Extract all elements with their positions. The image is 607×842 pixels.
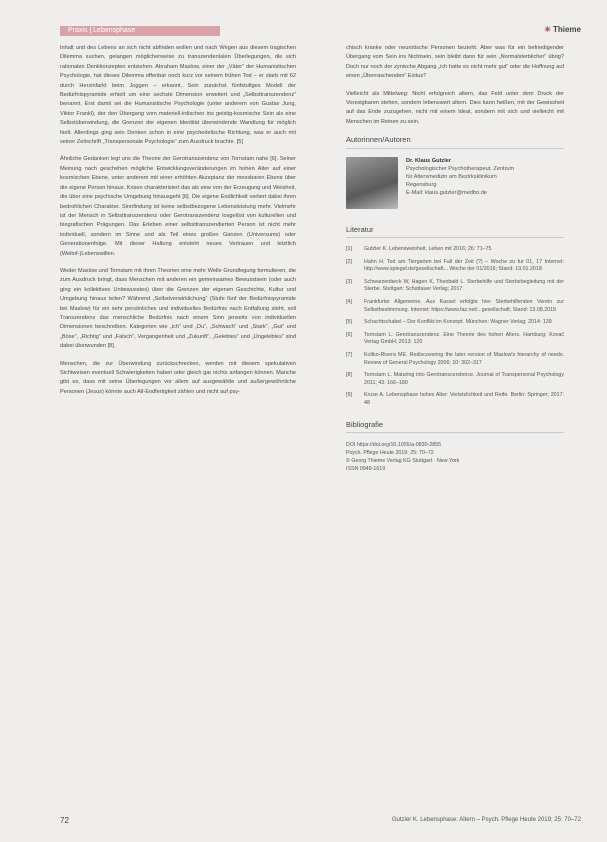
reference-item [346, 332, 564, 347]
reference-number: [7] [346, 352, 352, 358]
authors-heading: Autorinnen/Autoren [346, 135, 564, 148]
literature-heading: Literatur [346, 225, 564, 238]
paragraph: Menschen, die zur Überwindung zurückschrecken, werden mit diesem spekulativen Sichtweisen eventuell Schwierigkeiten haben oder gleich gar nichts anfangen können. Manche gibt es, dass mit seine Überlegungen vor allem auf ausgewählte und außergewöhnliche Personen (Jesus) könnte auch All-Endfertigkeit zählen und nicht auf psy- [60, 360, 296, 395]
copyright-line: © Georg Thieme Verlag KG Stuttgart · New York [346, 457, 460, 464]
reference-text: Schwarzenbeck W, Hagen K, Theobald L. Sterbehilfe und Sterbebegleitung mit der Sterbe. Stuttgart: Schattauer Verlag; 2017 [364, 278, 564, 293]
reference-number: [1] [346, 246, 352, 253]
paragraph: Weder Maslow und Tornstam mit ihren Theorien eine mehr Welle Grundlegung formulieren, die zum Ausdruck bringt, dass Menschen mit anderen ein gemeinsames Bewusstsein (oder auch ging ein kollektives Unbewusstes) über die Grenzen der eigenen Geschichte, Kultur und Umgebung hinaus teilen? Während „Selbstverwirklichung“ (Stufe fünf der Bedürfnispyramide bei Maslow) für ein sehr persönliches und individuelles Bedürfnis nach Entfaltung steht, soll Transzendenz das menschliche Bedürfnis nach einem Sinn jenseits von individuellen Dimensionen beschreiben. Kategorien wie „ich“ und „Du“, „Schwach“ und „Stark“, „Gut“ und „Böse“, „Richtig“ und „Falsch“, Vergangenheit und „Zukunft“, „Gelebtes“ und „Ungelebtes“ sind dabei überwunden [8]. [60, 267, 296, 350]
reference-item [346, 319, 564, 327]
page-number: 72 [60, 816, 69, 825]
author-card [346, 157, 564, 209]
reference-item [346, 299, 564, 314]
reference-text: Hahn H. Tod am Tiergarten bei Fall der Zeit (?) – Woche zu fur 01, 17 Internet: http://www.spiegel.de/gesellschaft... Woche der 01/2016; Stand: 19.01.2018 [364, 258, 564, 273]
reference-text: Frankfurter Allgemeine. Aus Kassel erfolgte hier Sterbehilfenden Verein zur Selbstbestimmung. Internet: https://www.faz.net/...gesellschaft; Stand: 13.08.2018 [364, 299, 564, 313]
section-label: Praxis | Lebensphase [68, 27, 136, 34]
reference-number: [9] [346, 392, 352, 399]
reference-item [346, 279, 564, 294]
paragraph: Vielleicht als Mittelweg: Nicht erfolgreich altern, das Feld unter dem Druck der Vorzeigbaren stehen, sondern lebenswert altern. Dies kann heißen, mit der Gewissheit auf das Ende zuzugehen, nicht mit einem Ideal, sondern mit sich und vielleicht mit Menschen im Reinen zu sein. [346, 90, 564, 125]
reference-list [346, 246, 564, 408]
author-email[interactable]: E-Mail: klaus.gutzler@medbo.de [406, 189, 487, 196]
reference-text: Gutzler K. Lebensweisheit, Leben mit 2016; 26: 71–75 [364, 246, 492, 253]
reference-text: Tornstam L. Maturing into Gerotranscendence. Journal of Transpersonal Psychology 2011; 43: 166–180 [364, 372, 564, 386]
author-line: Regensburg [406, 181, 437, 188]
reference-number: [3] [346, 278, 352, 285]
reference-item [346, 352, 564, 367]
author-info [406, 157, 514, 209]
citation-line: Psych. Pflege Heute 2019; 25: 70–72 [346, 449, 434, 456]
reference-number: [4] [346, 299, 352, 306]
reference-item [346, 372, 564, 387]
thieme-logo-icon: ✳ [544, 25, 551, 34]
author-line: für Altersmedizin am Bezirksklinikum [406, 173, 497, 180]
reference-number: [6] [346, 331, 352, 338]
reference-text: Schachtschabel – Der Konflikt im Konzept. München: Wagner Verlag; 2014: 139 [364, 319, 552, 326]
right-column [346, 44, 564, 473]
reference-item [346, 246, 564, 254]
reference-number: [2] [346, 258, 352, 265]
doi-link[interactable]: DOI https://doi.org/10.1055/a-0830-2855 [346, 441, 442, 448]
footer-citation: Gutzler K. Lebensphase: Altern – Psych. Pflege Heute 2019; 25: 70–72 [391, 817, 581, 823]
reference-text: Koltko-Rivera ME. Rediscovering the later version of Maslow's hierarchy of needs. Review of General Psychology 2006; 10: 302–317 [364, 352, 564, 366]
reference-item [346, 392, 564, 407]
paragraph: chisch kranke oder neurotische Personen bezieht. Aber was für ein befriedigender Übergang vom Sein ins Nichtsein, sein bleibt dann für sein „Normalsterblicher“ übrig? Doch nur noch der zynische Abgang „ich hatte es nicht mehr gut“ oder die Hoffnung auf einen „Überraschenden“ Exitus? [346, 45, 564, 80]
publisher-logo [544, 25, 581, 34]
reference-text: Kruse A. Lebensphase hohes Alter: Verletzlichkeit und Reife. Berlin: Springer; 2017: 48 [364, 392, 564, 406]
reference-item [346, 259, 564, 274]
reference-number: [8] [346, 372, 352, 379]
bibliography-block [346, 441, 564, 473]
section-header-bar [60, 26, 220, 36]
bibliography-heading: Bibliografie [346, 420, 564, 433]
paragraph: Inhalt und des Lebens an sich nicht abfinden wollen und nach Wegen aus diesem tragischen Dilemma suchen, gelangen möglicherweise zu transzendentalen Überlegungen, die sich rationalen Denkkonzepten entziehen. Abraham Maslow, einer der „Väter“ der Humanistischen Psychologie, hat dieses Dilemma offenbar noch kurz vor seinem frühen Tod – er starb mit 62 durch Herzinfarkt beim Joggen – erkannt. Sein zunächst fünfstufiges Modell der Bedürfnispyramide erhielt um eine sechste Dimension erweitert und „Selbsttranszendenz“ benannt. Erst damit sei die Humanistische Psychologie (unter anderem von Gustav Jung, Viktor Frankl), der den Übergang vom materiell-irdischen ins geistig-kosmische Sein als eine Selbstüberwindung, die Grenzen der eigenen Identität überwindende Wandlung für möglich hielt. Allerdings ging sein Denken schon in eine psychedelische Richtung, was er auch mit seiner Zeitschrift „Transpersonale Psychologie“ zum Ausdruck brachte. [5] [60, 45, 296, 146]
issn-line: ISSN 0949-1619 [346, 465, 386, 472]
author-photo [346, 157, 398, 209]
paragraph: Ähnliche Gedanken legt uns die Theorie der Gerotranszendenz von Tornstam nahe [6]. Seiner Meinung nach geschehen mögliche Entwicklungsveränderungen im hohen Alter auf einer kosmischen Ebene, unter anderem mit einer erhöhten Akzeptanz der messbaren Ebene über die eigene Person hinaus. Krisen charakterisiert das als eine von der Erzeugung und Weisheit, die über eine psychische Umgebung hinausgeht [6]. Die eigene Endlichkeit verliert dabei ihren bedrohlichen Charakter. Sinnfindung ist keine selbstbezogene Lebensleistung mehr. Vielmehr ist der Mensch in Selbsttranszendenz oder Gerotranszendenz losgelöst von kulturellen und biografischen Prägungen. Das Erleben einer selbsttranszendierten Person ist nicht mehr individuell, sondern im Sinne und als Teil eines großen Ganzen (Universums) oder Generationenfolge. Mit dieser Haltung entsteht neues Vertrauen und letztlich (Weltof-)Lebenswillen. [60, 156, 296, 257]
author-name: Dr. Klaus Gutzler [406, 157, 452, 164]
left-column [60, 44, 296, 405]
author-line: Psychologischer Psychotherapeut, Zentrum [406, 165, 515, 172]
reference-number: [5] [346, 319, 352, 326]
reference-text: Tornstam L. Gerotranszendenz. Eine Theorie des hohen Alters. Hamburg: Kovač Verlag GmbH; 2013: 120 [364, 331, 564, 346]
publisher-name: Thieme [552, 25, 581, 34]
